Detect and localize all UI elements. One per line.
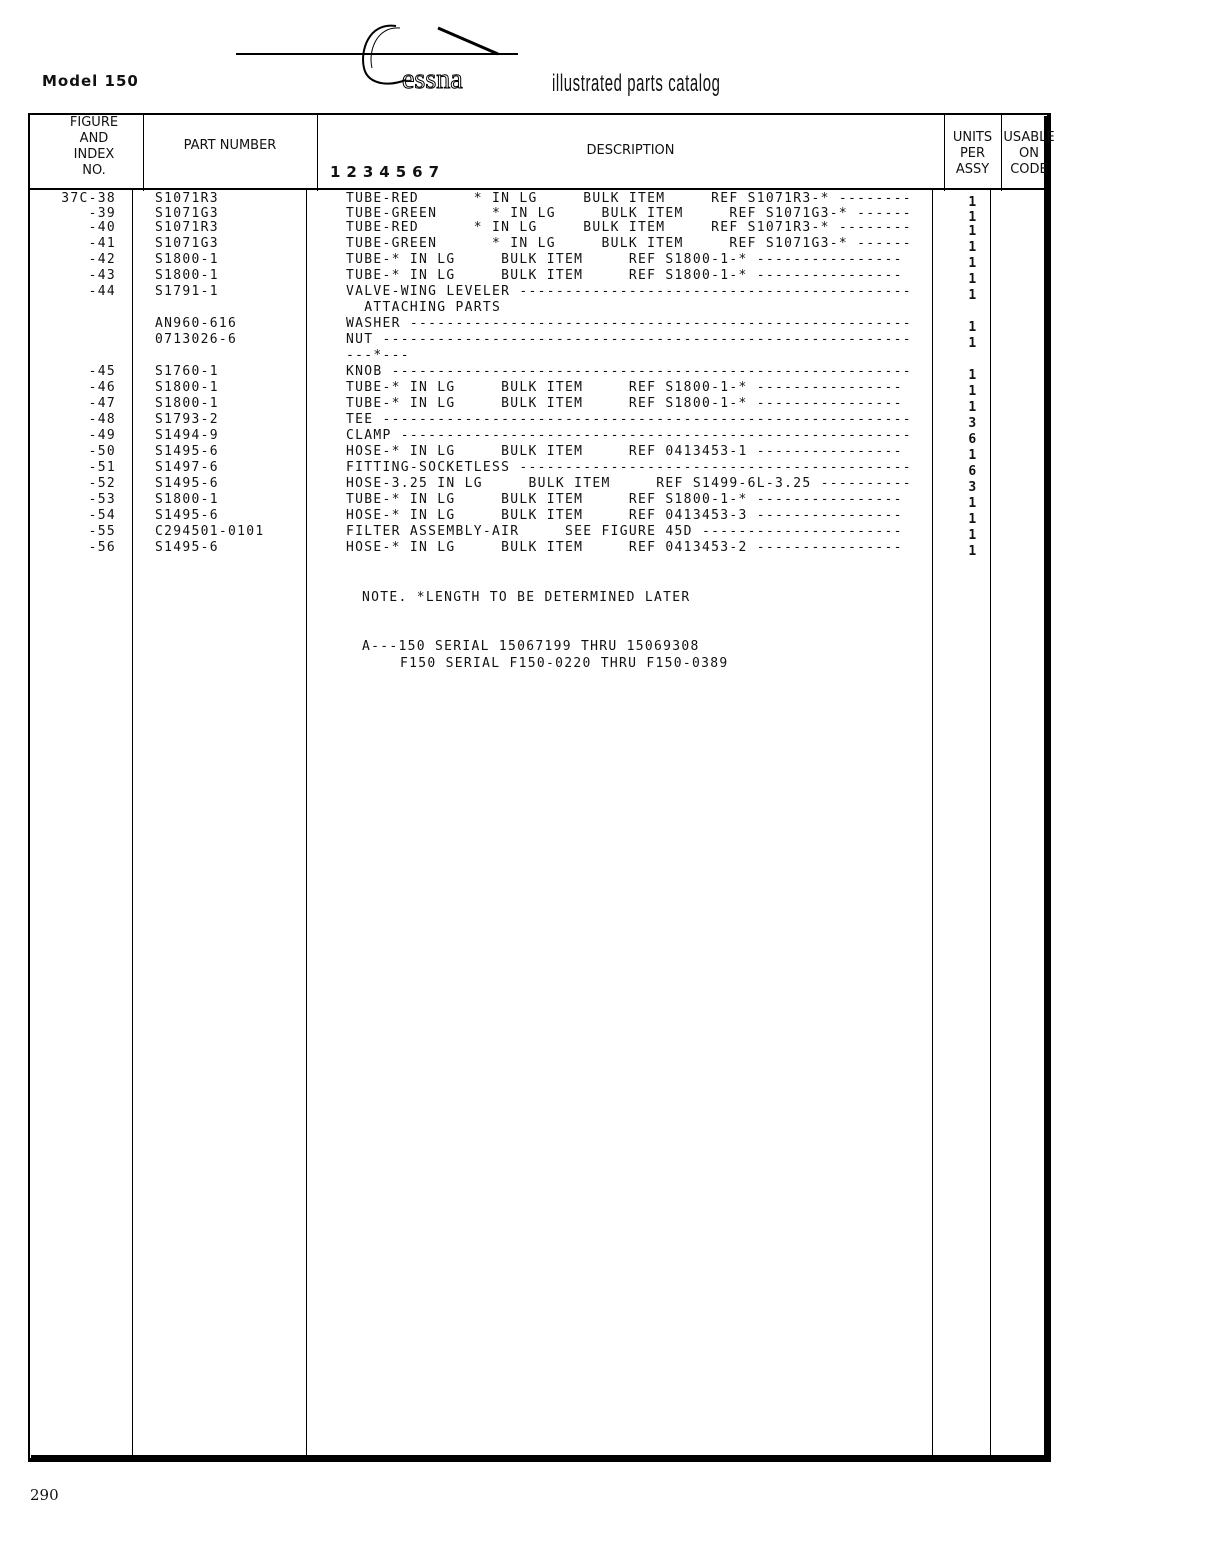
figure-index: -53 (88, 492, 116, 507)
figure-index: -47 (88, 396, 116, 411)
units-per-assy: 1 (968, 256, 978, 271)
figure-index: -55 (88, 524, 116, 539)
figure-index: -42 (88, 252, 116, 267)
header-rule (28, 188, 1047, 190)
figure-index: -54 (88, 508, 116, 523)
part-number: S1495-6 (155, 476, 219, 491)
cessna-logo (236, 18, 536, 98)
units-per-assy: 1 (968, 496, 978, 511)
description: HOSE-3.25 IN LG BULK ITEM REF S1499-6L-3.25 ---------- (346, 476, 912, 491)
description: HOSE-* IN LG BULK ITEM REF 0413453-3 ---------------- (346, 508, 903, 523)
description: ---*--- (346, 348, 410, 363)
serial-note-b: F150 SERIAL F150-0220 THRU F150-0389 (400, 656, 729, 671)
part-number: S1791-1 (155, 284, 219, 299)
units-per-assy: 1 (968, 240, 978, 255)
description: TUBE-GREEN * IN LG BULK ITEM REF S1071G3-* ------ (346, 206, 912, 221)
units-per-assy: 1 (968, 272, 978, 287)
description: VALVE-WING LEVELER ------------------------------------------- (346, 284, 912, 299)
description: TUBE-* IN LG BULK ITEM REF S1800-1-* ---------------- (346, 396, 903, 411)
figure-index: -49 (88, 428, 116, 443)
part-number: S1494-9 (155, 428, 219, 443)
part-number: S1800-1 (155, 252, 219, 267)
description: TUBE-GREEN * IN LG BULK ITEM REF S1071G3-* ------ (346, 236, 912, 251)
units-per-assy: 1 (968, 448, 978, 463)
units-per-assy: 1 (968, 512, 978, 527)
description: TUBE-* IN LG BULK ITEM REF S1800-1-* ---------------- (346, 492, 903, 507)
part-number: S1800-1 (155, 396, 219, 411)
rule-col4-lower (990, 190, 991, 1455)
catalog-title: illustrated parts catalog (552, 70, 721, 97)
part-number: S1495-6 (155, 508, 219, 523)
units-per-assy: 6 (968, 432, 978, 447)
part-number: S1800-1 (155, 268, 219, 283)
figure-index: -45 (88, 364, 116, 379)
page-number: 290 (30, 1486, 59, 1504)
figure-index: -51 (88, 460, 116, 475)
description: TUBE-* IN LG BULK ITEM REF S1800-1-* ---------------- (346, 252, 903, 267)
header-figure-index: FIGURE AND INDEX NO. (69, 115, 119, 178)
part-number: S1497-6 (155, 460, 219, 475)
units-per-assy: 1 (968, 210, 978, 225)
figure-index: -43 (88, 268, 116, 283)
description: WASHER ------------------------------------------------------- (346, 316, 912, 331)
description: TUBE-* IN LG BULK ITEM REF S1800-1-* ---------------- (346, 380, 903, 395)
part-number: S1071G3 (155, 206, 219, 221)
units-per-assy: 6 (968, 464, 978, 479)
part-number: S1800-1 (155, 380, 219, 395)
units-per-assy: 3 (968, 416, 978, 431)
description: HOSE-* IN LG BULK ITEM REF 0413453-1 ---------------- (346, 444, 903, 459)
figure-index: -46 (88, 380, 116, 395)
part-number: S1793-2 (155, 412, 219, 427)
figure-index: 37C-38 (61, 191, 116, 206)
part-number: AN960-616 (155, 316, 238, 331)
description: NUT ---------------------------------------------------------- (346, 332, 912, 347)
description: KNOB --------------------------------------------------------- (346, 364, 912, 379)
rule-col3-lower (932, 190, 933, 1455)
part-number: S1495-6 (155, 444, 219, 459)
description: FILTER ASSEMBLY-AIR SEE FIGURE 45D ---------------------- (346, 524, 903, 539)
description: TUBE-RED * IN LG BULK ITEM REF S1071R3-* -------- (346, 220, 912, 235)
description: TUBE-* IN LG BULK ITEM REF S1800-1-* ---------------- (346, 268, 903, 283)
part-number: S1495-6 (155, 540, 219, 555)
model-label: Model 150 (42, 72, 139, 90)
figure-index: -41 (88, 236, 116, 251)
units-per-assy: 3 (968, 480, 978, 495)
description: CLAMP -------------------------------------------------------- (346, 428, 912, 443)
part-number: S1071G3 (155, 236, 219, 251)
description: ATTACHING PARTS (346, 300, 502, 315)
part-number: S1071R3 (155, 220, 219, 235)
description: FITTING-SOCKETLESS ------------------------------------------- (346, 460, 912, 475)
rule-col1-lower (132, 190, 133, 1455)
indent-digits: 1234567 (330, 163, 446, 181)
figure-index: -40 (88, 220, 116, 235)
description: TUBE-RED * IN LG BULK ITEM REF S1071R3-* -------- (346, 191, 912, 206)
figure-index: -50 (88, 444, 116, 459)
header-part-number: PART NUMBER (183, 138, 277, 153)
figure-index: -44 (88, 284, 116, 299)
part-number: C294501-0101 (155, 524, 265, 539)
units-per-assy: 1 (968, 400, 978, 415)
serial-note-a: A---150 SERIAL 15067199 THRU 15069308 (362, 639, 700, 654)
part-number: S1071R3 (155, 191, 219, 206)
description: HOSE-* IN LG BULK ITEM REF 0413453-2 ---------------- (346, 540, 903, 555)
part-number: S1760-1 (155, 364, 219, 379)
figure-index: -56 (88, 540, 116, 555)
figure-index: -52 (88, 476, 116, 491)
part-number: 0713026-6 (155, 332, 238, 347)
part-number: S1800-1 (155, 492, 219, 507)
header-units-per-assy: UNITS PER ASSY (952, 130, 993, 177)
header-description: DESCRIPTION (586, 143, 675, 158)
units-per-assy: 1 (968, 320, 978, 335)
units-per-assy: 1 (968, 288, 978, 303)
svg-text:essna: essna (402, 64, 463, 95)
figure-index: -48 (88, 412, 116, 427)
units-per-assy: 1 (968, 368, 978, 383)
header-usable-on-code: USABLE ON CODE (1003, 130, 1055, 177)
units-per-assy: 1 (968, 544, 978, 559)
rule-col2-lower (306, 190, 307, 1455)
units-per-assy: 1 (968, 224, 978, 239)
description: TEE ---------------------------------------------------------- (346, 412, 912, 427)
units-per-assy: 1 (968, 336, 978, 351)
length-note: NOTE. *LENGTH TO BE DETERMINED LATER (362, 590, 691, 605)
units-per-assy: 1 (968, 528, 978, 543)
figure-index: -39 (88, 206, 116, 221)
units-per-assy: 1 (968, 384, 978, 399)
units-per-assy: 1 (968, 195, 978, 210)
